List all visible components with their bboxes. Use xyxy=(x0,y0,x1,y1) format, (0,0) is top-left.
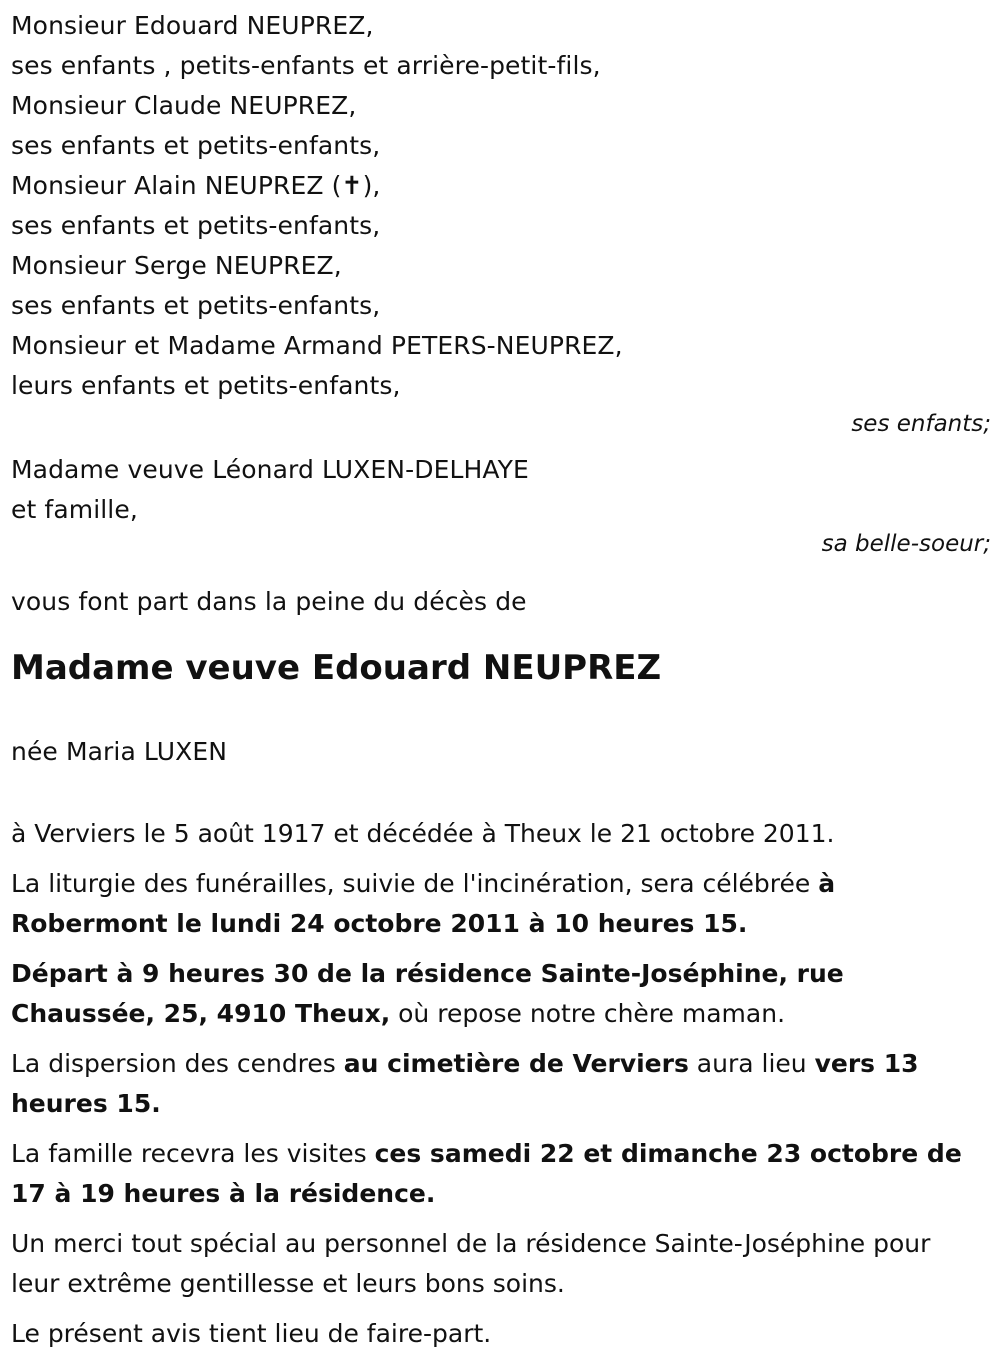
dispersion-place: au cimetière de Verviers xyxy=(343,1049,689,1078)
dispersion-paragraph xyxy=(11,1044,986,1124)
liturgy-paragraph xyxy=(11,864,986,944)
family-line: leurs enfants et petits-enfants, xyxy=(11,371,401,400)
intro-text: vous font part dans la peine du décès de xyxy=(11,587,527,616)
family-line: Monsieur Edouard NEUPREZ, xyxy=(11,11,374,40)
visits-details: ces samedi 22 et dimanche 23 octobre de 17 à 19 heures à la résidence. xyxy=(11,1139,962,1208)
liturgy-text: La liturgie des funérailles, suivie de l'incinération, sera célébrée xyxy=(11,869,819,898)
sister-in-law-block xyxy=(11,450,991,530)
visits-paragraph xyxy=(11,1134,986,1214)
deceased-name: Madame veuve Edouard NEUPREZ xyxy=(11,648,662,688)
liturgy-details: à Robermont le lundi 24 octobre 2011 à 10 heures 15. xyxy=(11,869,836,938)
obituary-notice xyxy=(11,6,991,1354)
dates-paragraph: à Verviers le 5 août 1917 et décédée à Theux le 21 octobre 2011. xyxy=(11,819,835,848)
departure-details: Départ à 9 heures 30 de la résidence Sainte-Joséphine, rue Chaussée, 25, 4910 Theux, xyxy=(11,959,844,1028)
family-line-alain-name: Monsieur Alain NEUPREZ ( xyxy=(11,171,342,200)
dispersion-text: La dispersion des cendres xyxy=(11,1049,344,1078)
notice-paragraph: Le présent avis tient lieu de faire-part. xyxy=(11,1319,492,1348)
role-sister-in-law: sa belle-soeur; xyxy=(821,531,991,557)
dispersion-time: vers 13 heures 15. xyxy=(11,1049,919,1118)
family-line: Monsieur Serge NEUPREZ, xyxy=(11,251,342,280)
family-line: ses enfants et petits-enfants, xyxy=(11,211,381,240)
departure-paragraph xyxy=(11,954,986,1034)
thanks-paragraph: Un merci tout spécial au personnel de la résidence Sainte-Joséphine pour leur extrême gentillesse et leurs bons soins. xyxy=(11,1229,931,1298)
role-children: ses enfants; xyxy=(851,411,991,437)
birth-name: née Maria LUXEN xyxy=(11,737,228,766)
cross-icon: ✝ xyxy=(341,171,363,200)
family-line: ses enfants et petits-enfants, xyxy=(11,291,381,320)
dispersion-text-2: aura lieu xyxy=(688,1049,815,1078)
departure-text: où repose notre chère maman. xyxy=(390,999,786,1028)
family-line: Monsieur et Madame Armand PETERS-NEUPREZ, xyxy=(11,331,623,360)
family-line: ses enfants et petits-enfants, xyxy=(11,131,381,160)
family-line-alain xyxy=(11,166,991,206)
family-line: ses enfants , petits-enfants et arrière-petit-fils, xyxy=(11,51,601,80)
family-line-alain-suffix: ), xyxy=(362,171,381,200)
family-line: Monsieur Claude NEUPREZ, xyxy=(11,91,357,120)
family-list xyxy=(11,6,991,406)
sister-in-law-name: Madame veuve Léonard LUXEN-DELHAYE xyxy=(11,455,529,484)
sister-in-law-family: et famille, xyxy=(11,495,138,524)
visits-text: La famille recevra les visites xyxy=(11,1139,375,1168)
